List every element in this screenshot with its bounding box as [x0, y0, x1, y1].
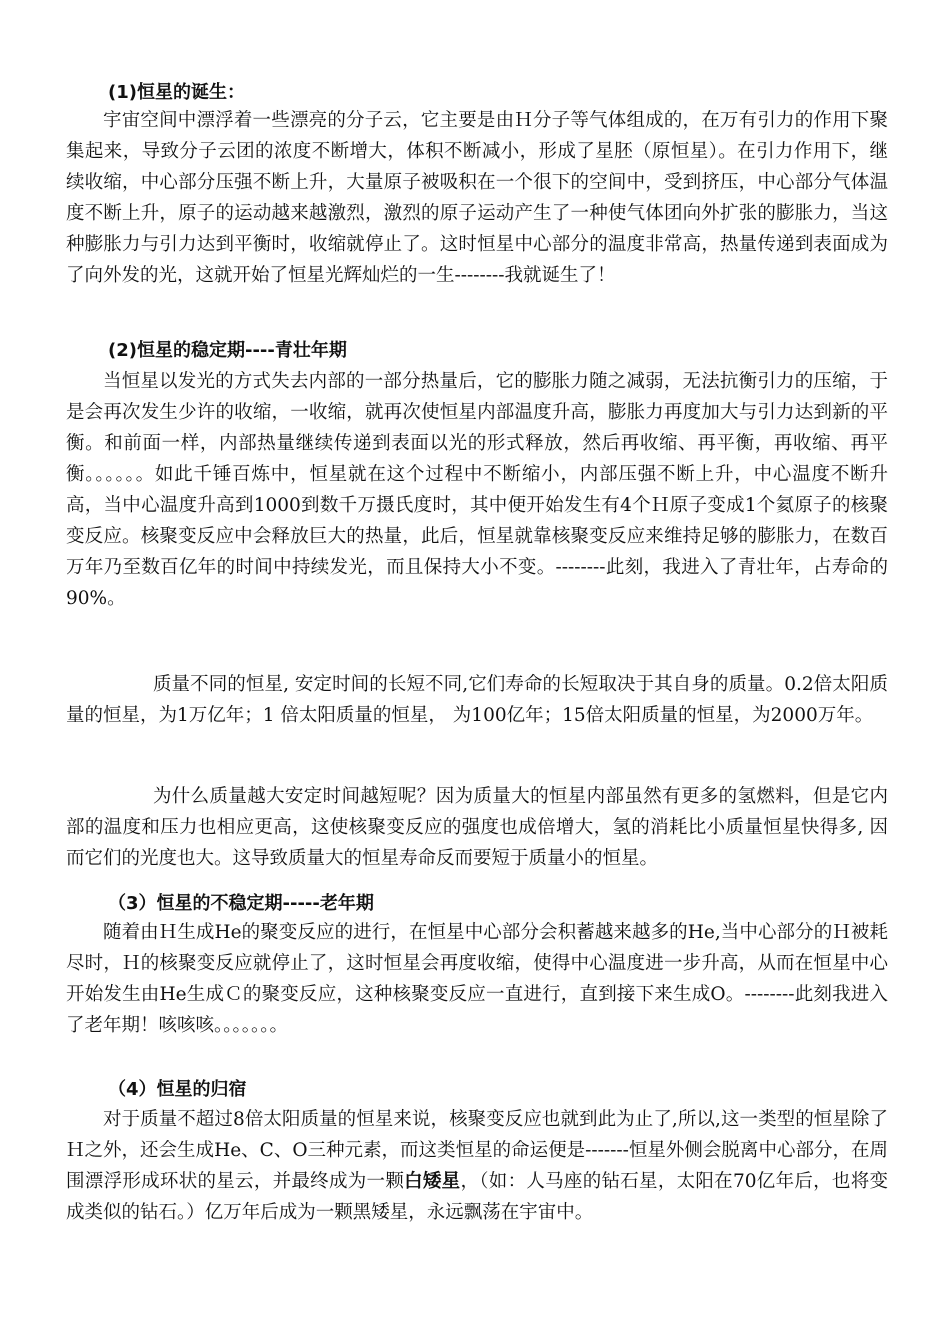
- paragraph-stable: 当恒星以发光的方式失去内部的一部分热量后，它的膨胀力随之减弱，无法抗衡引力的压缩，于是会再次发生少许的收缩，一收缩，就再次使恒星内部温度升高，膨胀力再度加大与引力达到新的平衡。和前面一样，内部热量继续传递到表面以光的形式释放，然后再收缩、再平衡，再收缩、再平衡。。。。。。如此千锤百炼中，恒星就在这个过程中不断缩小，内部压强不断上升，中心温度不断升高，当中心温度升高到1000到数千万摄氏度时，其中便开始发生有4个Ｈ原子变成1个氦原子的核聚变反应。核聚变反应中会释放巨大的热量，此后，恒星就靠核聚变反应来维持足够的膨胀力，在数百万年乃至数百亿年的时间中持续发光，而且保持大小不变。--------此刻，我进入了青壮年，占寿命的90%。: [66, 371, 888, 609]
- fate-text-part2: ，（如：人马座的钻石星，太阳在70亿年后，也将变成类似的钻石。）亿万年后成为一颗黑矮星，永远飘荡在宇宙中。: [66, 1171, 888, 1223]
- white-dwarf-term: 白矮星: [404, 1171, 461, 1192]
- section-heading-unstable: （3）恒星的不稳定期-----老年期: [108, 893, 374, 914]
- paragraph-why-mass: 为什么质量越大安定时间越短呢？因为质量大的恒星内部虽然有更多的氢燃料，但是它内部的温度和压力也相应更高，这使核聚变反应的强度也成倍增大，氢的消耗比小质量恒星快得多, 因而它们的光度也大。这导致质量大的恒星寿命反而要短于质量小的恒星。: [66, 786, 888, 869]
- paragraph-unstable: 随着由Ｈ生成He的聚变反应的进行，在恒星中心部分会积蓄越来越多的He,当中心部分的Ｈ被耗尽时，Ｈ的核聚变反应就停止了，这时恒星会再度收缩，使得中心温度进一步升高，从而在恒星中心开始发生由He生成Ｃ的聚变反应，这种核聚变反应一直进行，直到接下来生成O。--------此刻我进入了老年期！咳咳咳。。。。。。。: [66, 922, 888, 1036]
- section-heading-birth: (1)恒星的诞生：: [108, 82, 245, 103]
- paragraph-mass-lifetime: 质量不同的恒星, 安定时间的长短不同,它们寿命的长短取决于其自身的质量。0.2倍太阳质量的恒星，为1万亿年；1 倍太阳质量的恒星， 为100亿年；15倍太阳质量的恒星，为2000万年。: [66, 674, 888, 726]
- paragraph-fate: [66, 1093, 888, 1228]
- paragraph-birth: 宇宙空间中漂浮着一些漂亮的分子云，它主要是由Ｈ分子等气体组成的，在万有引力的作用下聚集起来，导致分子云团的浓度不断增大，体积不断减小，形成了星胚（原恒星）。在引力作用下，继续收缩，中心部分压强不断上升，大量原子被吸积在一个很下的空间中，受到挤压，中心部分气体温度不断上升，原子的运动越来越激烈，激烈的原子运动产生了一种使气体团向外扩张的膨胀力，当这种膨胀力与引力达到平衡时，收缩就停止了。这时恒星中心部分的温度非常高，热量传递到表面成为了向外发的光，这就开始了恒星光辉灿烂的一生--------我就诞生了！: [66, 110, 888, 286]
- section-heading-fate: （4）恒星的归宿: [108, 1079, 247, 1100]
- fate-text-part1: 对于质量不超过8倍太阳质量的恒星来说，核聚变反应也就到此为止了,所以,这一类型的恒星除了Ｈ之外，还会生成He、C、O三种元素，而这类恒星的命运便是-------恒星外侧会脱离中心部分，在周围漂浮形成环状的星云，并最终成为一颗: [66, 1109, 888, 1192]
- section-heading-stable: (2)恒星的稳定期----青壮年期: [108, 340, 347, 361]
